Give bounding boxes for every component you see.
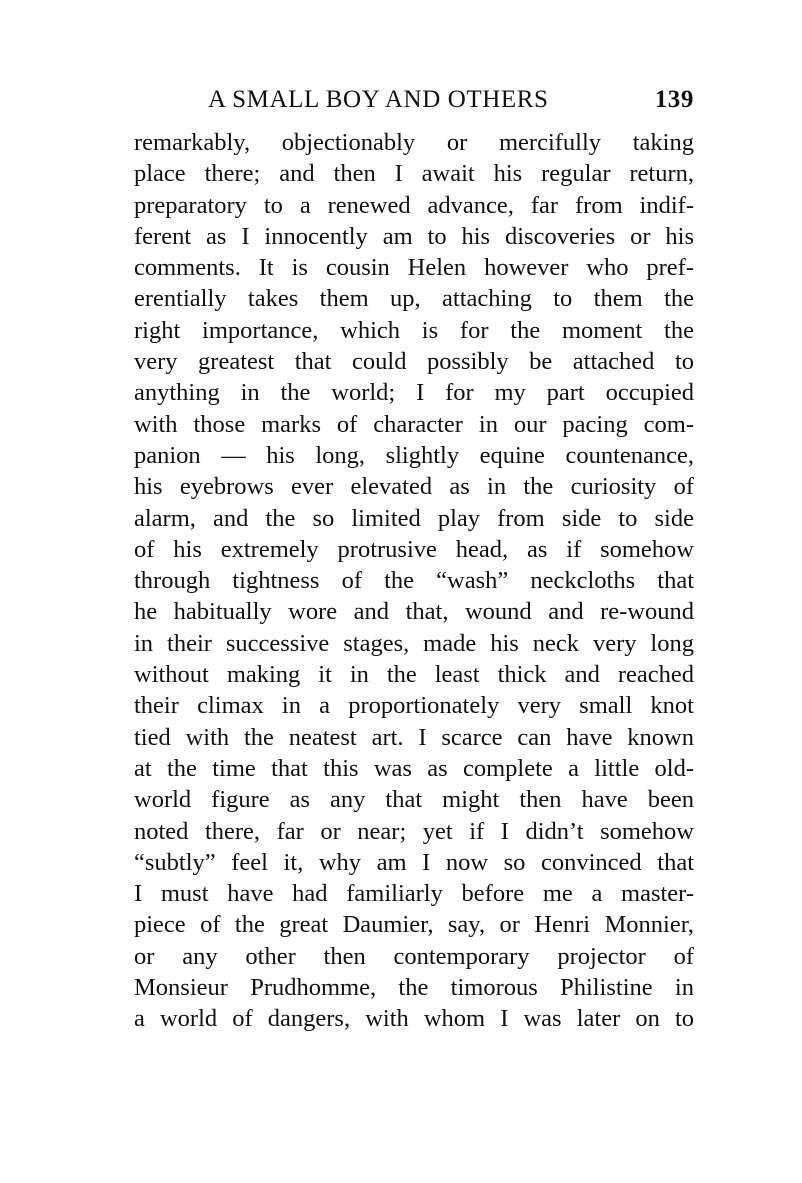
text-line: “subtly” feel it, why am I now so convinced that xyxy=(134,848,694,876)
text-line: ferent as I innocently am to his discoveries or his xyxy=(134,222,694,250)
page-number: 139 xyxy=(654,86,694,113)
text-line: a world of dangers, with whom I was later on to xyxy=(134,1005,694,1033)
running-head-title: A SMALL BOY AND OTHERS xyxy=(208,86,549,113)
text-line: through tightness of the “wash” neckcloths that xyxy=(134,567,694,595)
text-line: comments. It is cousin Helen however who pref- xyxy=(134,254,694,282)
text-line: or any other then contemporary projector of xyxy=(134,942,694,970)
text-line: very greatest that could possibly be attached to xyxy=(134,348,694,376)
text-line: of his extremely protrusive head, as if somehow xyxy=(134,535,694,563)
body-text xyxy=(134,127,694,1035)
text-line: remarkably, objectionably or mercifully taking xyxy=(134,129,694,156)
text-line: preparatory to a renewed advance, far from indif- xyxy=(134,191,694,219)
text-line: in their successive stages, made his neck very long xyxy=(134,629,694,657)
text-line: at the time that this was as complete a little old- xyxy=(134,754,694,782)
text-line: noted there, far or near; yet if I didn’t somehow xyxy=(134,817,694,845)
text-line: piece of the great Daumier, say, or Henri Monnier, xyxy=(134,911,694,939)
text-line: with those marks of character in our pacing com- xyxy=(134,410,694,438)
text-line: world figure as any that might then have been xyxy=(134,786,694,814)
text-line: without making it in the least thick and reached xyxy=(134,661,694,689)
text-line: tied with the neatest art. I scarce can have known xyxy=(134,723,694,751)
text-line: place there; and then I await his regular return, xyxy=(134,160,694,188)
text-line: anything in the world; I for my part occupied xyxy=(134,379,694,407)
text-line: his eyebrows ever elevated as in the curiosity of xyxy=(134,473,694,501)
text-line: he habitually wore and that, wound and re-wound xyxy=(134,598,694,626)
text-line: Monsieur Prudhomme, the timorous Philistine in xyxy=(134,974,694,1002)
running-head xyxy=(134,84,694,116)
text-line: I must have had familiarly before me a master- xyxy=(134,880,694,908)
text-line: their climax in a proportionately very small knot xyxy=(134,692,694,720)
text-line: panion — his long, slightly equine countenance, xyxy=(134,441,694,469)
text-line: alarm, and the so limited play from side to side xyxy=(134,504,694,532)
text-line: erentially takes them up, attaching to them the xyxy=(134,285,694,313)
text-line: right importance, which is for the moment the xyxy=(134,316,694,344)
